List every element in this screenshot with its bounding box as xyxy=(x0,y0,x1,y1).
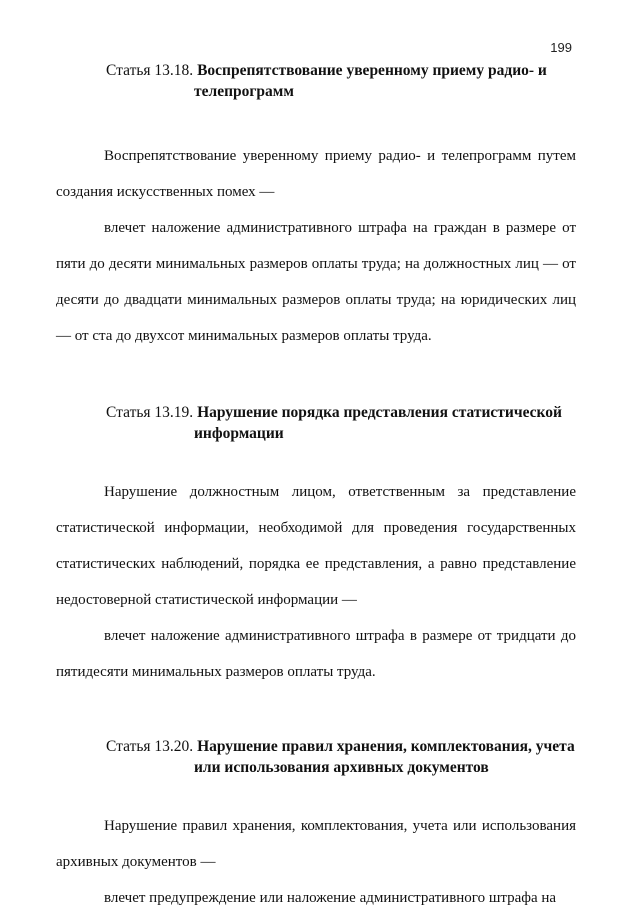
article-title: Воспрепятствование уверенному приему радио- и xyxy=(197,62,547,79)
article-13-20-sanction: влечет предупреждение или наложение административного штрафа на xyxy=(104,890,557,906)
article-number: Статья 13.19. xyxy=(106,404,194,421)
document-body xyxy=(56,60,576,916)
article-title-continuation: телепрограмм xyxy=(194,83,294,100)
article-heading-13-20 xyxy=(56,736,576,778)
article-heading-13-18 xyxy=(56,60,576,102)
article-13-18-sanction: влечет наложение административного штрафа на граждан в размере от пяти до десяти минимальных размеров оплаты труда; на должностных лиц — от десяти до двадцати минимальных размеров оплаты труда; на юридических лиц — от ста до двухсот минимальных размеров оплаты труда. xyxy=(56,220,576,344)
article-number: Статья 13.20. xyxy=(106,738,194,755)
article-13-19-sanction: влечет наложение административного штрафа в размере от тридцати до пятидесяти минимальных размеров оплаты труда. xyxy=(56,628,576,680)
article-number: Статья 13.18. xyxy=(106,62,194,79)
article-13-19-disposition: Нарушение должностным лицом, ответственным за представление статистической информации, необходимой для проведения государственных статистических наблюдений, порядка ее представления, а равно представление недостоверной статистической информации — xyxy=(56,484,576,608)
article-title-continuation: информации xyxy=(194,425,284,442)
article-title: Нарушение порядка представления статистической xyxy=(197,404,562,421)
article-13-18-disposition: Воспрепятствование уверенному приему радио- и телепрограмм путем создания искусственных помех — xyxy=(56,148,576,200)
article-heading-13-19 xyxy=(56,402,576,444)
article-title: Нарушение правил хранения, комплектования, учета xyxy=(197,738,575,755)
page-number: 199 xyxy=(550,40,572,55)
article-13-20-disposition: Нарушение правил хранения, комплектования, учета или использования архивных документов — xyxy=(56,818,576,870)
article-title-continuation: или использования архивных документов xyxy=(194,759,489,776)
